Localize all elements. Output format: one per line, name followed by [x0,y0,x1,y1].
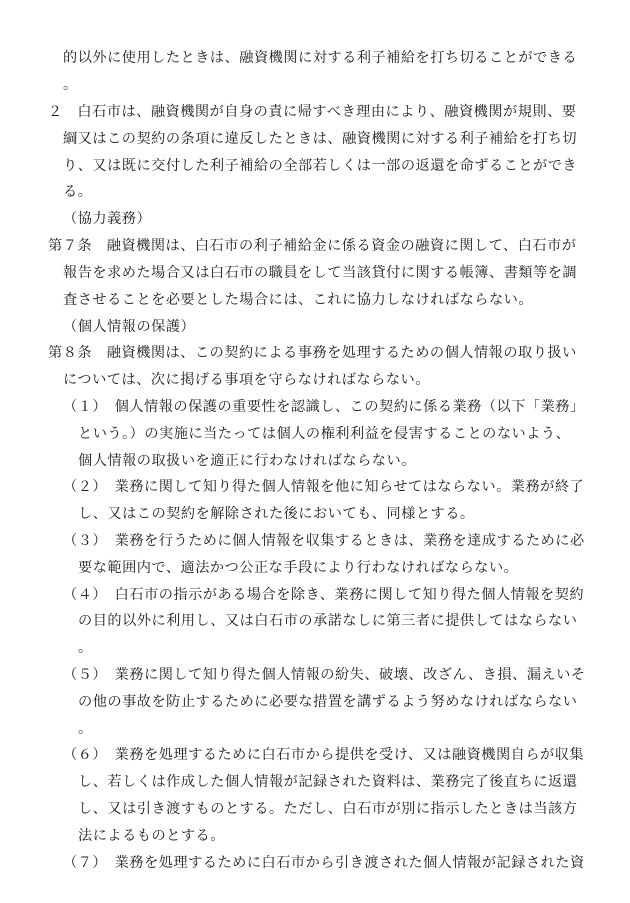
list-item: （２） 業務に関して知り得た個人情報を他に知らせてはならない。業務が終了 [63,479,585,495]
list-item: （３） 業務を行うために個人情報を収集するときは、業務を達成するために必 [63,533,585,549]
list-item: （４） 白石市の指示がある場合を除き、業務に関して知り得た個人情報を契約 [63,587,585,603]
article-heading: 第８条 融資機関は、この契約による事務を処理するための個人情報の取り扱い [48,345,577,361]
list-item: （７） 業務を処理するために白石市から引き渡された個人情報が記録された資 [63,855,585,871]
list-item: （１） 個人情報の保護の重要性を認識し、この契約に係る業務（以下「業務」 [63,399,585,415]
section-heading: （個人情報の保護） [63,319,196,335]
text-line: し、又はこの契約を解除された後においても、同様とする。 [78,506,475,522]
text-line: の他の事故を防止するために必要な措置を講ずるよう努めなければならない [78,694,578,710]
list-item: （６） 業務を処理するために白石市から提供を受け、又は融資機関自らが収集 [63,747,585,763]
text-line: 。 [63,77,78,93]
text-line: し、若しくは作成した個人情報が記録された資料は、業務完了後直ちに返還 [78,774,578,790]
text-line: については、次に掲げる事項を守らなければならない。 [63,372,430,388]
text-line: 的以外に使用したときは、融資機関に対する利子補給を打ち切ることができる [63,50,578,66]
text-line: る。 [63,184,93,200]
text-line: 査させることを必要とした場合には、これに協力しなければならない。 [63,292,534,308]
text-line: 綱又はこの契約の条項に違反したときは、融資機関に対する利子補給を打ち切 [63,131,578,147]
article-heading: 第７条 融資機関は、白石市の利子補給金に係る資金の融資に関して、白石市が [48,238,577,254]
text-line: 。 [78,640,93,656]
text-line: ２ 白石市は、融資機関が自身の責に帰すべき理由により、融資機関が規則、要 [48,104,577,120]
text-line: し、又は引き渡すものとする。ただし、白石市が別に指示したときは当該方 [78,801,578,817]
text-line: の目的以外に利用し、又は白石市の承諾なしに第三者に提供してはならない [78,613,578,629]
list-item: （５） 業務に関して知り得た個人情報の紛失、破壊、改ざん、き損、漏えいそ [63,667,586,683]
section-heading: （協力義務） [63,211,152,227]
text-line: 報告を求めた場合又は白石市の職員をして当該貸付に関する帳簿、書類等を調 [63,265,578,281]
text-line: 個人情報の取扱いを適正に行わなければならない。 [78,453,416,469]
text-line: り、又は既に交付した利子補給の全部若しくは一部の返還を命ずることができ [63,158,578,174]
text-line: という。）の実施に当たっては個人の権利利益を侵害することのないよう、 [78,426,571,442]
text-line: 要な範囲内で、適法かつ公正な手段により行わなければならない。 [78,560,519,576]
text-line: 。 [78,721,93,737]
text-line: 法によるものとする。 [78,828,225,844]
